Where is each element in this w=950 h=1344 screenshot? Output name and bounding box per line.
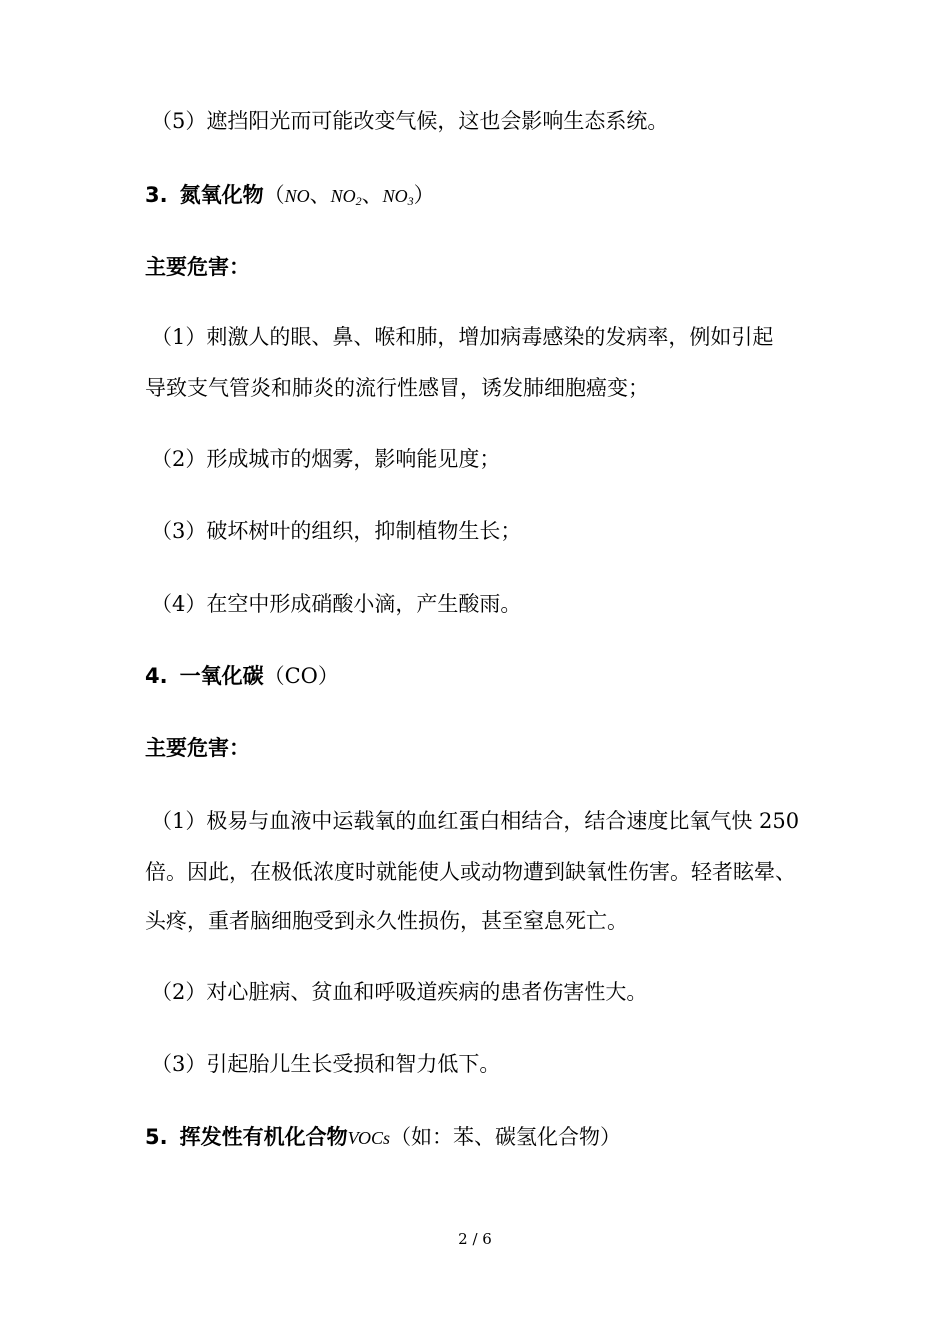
co-hazard-2: （2）对心脏病、贫血和呼吸道疾病的患者伤害性大。 bbox=[151, 980, 648, 1004]
section-heading-vocs bbox=[145, 1122, 621, 1153]
section-heading-carbon-monoxide bbox=[145, 661, 339, 691]
hazard-item-2: （2）形成城市的烟雾，影响能见度； bbox=[151, 447, 501, 471]
formula-vocs: VOCs bbox=[347, 1128, 391, 1148]
formula-no3: $NO_3$ bbox=[382, 186, 414, 208]
formula-no: NO bbox=[284, 186, 310, 206]
subheading-main-hazards: 主要危害： bbox=[145, 735, 250, 760]
separator: 、 bbox=[361, 183, 383, 207]
section-examples: （如：苯、碳氢化合物） bbox=[390, 1125, 622, 1149]
section-title: 氮氧化物 bbox=[179, 182, 264, 207]
section-number: 5. bbox=[145, 1125, 168, 1149]
co-hazard-3: （3）引起胎儿生长受损和智力低下。 bbox=[151, 1052, 501, 1076]
hazard-item-1-line-2: 导致支气管炎和肺炎的流行性感冒，诱发肺细胞癌变； bbox=[145, 376, 649, 400]
section-heading-nitrogen-oxides bbox=[145, 180, 435, 211]
paren-open: （ bbox=[263, 183, 285, 207]
co-hazard-1-line-3: 头疼，重者脑细胞受到永久性损伤，甚至窒息死亡。 bbox=[145, 909, 628, 933]
section-formula: （CO） bbox=[263, 664, 339, 688]
subheading-main-hazards: 主要危害： bbox=[145, 254, 250, 279]
co-hazard-1-line-2: 倍。因此，在极低浓度时就能使人或动物遭到缺氧性伤害。轻者眩晕、 bbox=[145, 860, 796, 884]
formula-no2: $NO_2$ bbox=[330, 186, 362, 208]
hazard-item-4: （4）在空中形成硝酸小滴，产生酸雨。 bbox=[151, 592, 522, 616]
section-title: 一氧化碳 bbox=[179, 663, 264, 688]
hazard-item-3: （3）破坏树叶的组织，抑制植物生长； bbox=[151, 519, 522, 543]
paragraph-item-5: （5）遮挡阳光而可能改变气候，这也会影响生态系统。 bbox=[151, 109, 669, 133]
co-hazard-1-line-1: （1）极易与血液中运载氧的血红蛋白相结合，结合速度比氧气快 250 bbox=[151, 809, 800, 833]
page-number: 2 / 6 bbox=[458, 1230, 492, 1248]
section-title: 挥发性有机化合物 bbox=[179, 1124, 348, 1149]
section-number: 4. bbox=[145, 664, 168, 688]
section-number: 3. bbox=[145, 183, 168, 207]
hazard-item-1-line-1: （1）刺激人的眼、鼻、喉和肺，增加病毒感染的发病率，例如引起 bbox=[151, 325, 774, 349]
separator: 、 bbox=[309, 183, 331, 207]
paren-close: ） bbox=[413, 183, 435, 207]
